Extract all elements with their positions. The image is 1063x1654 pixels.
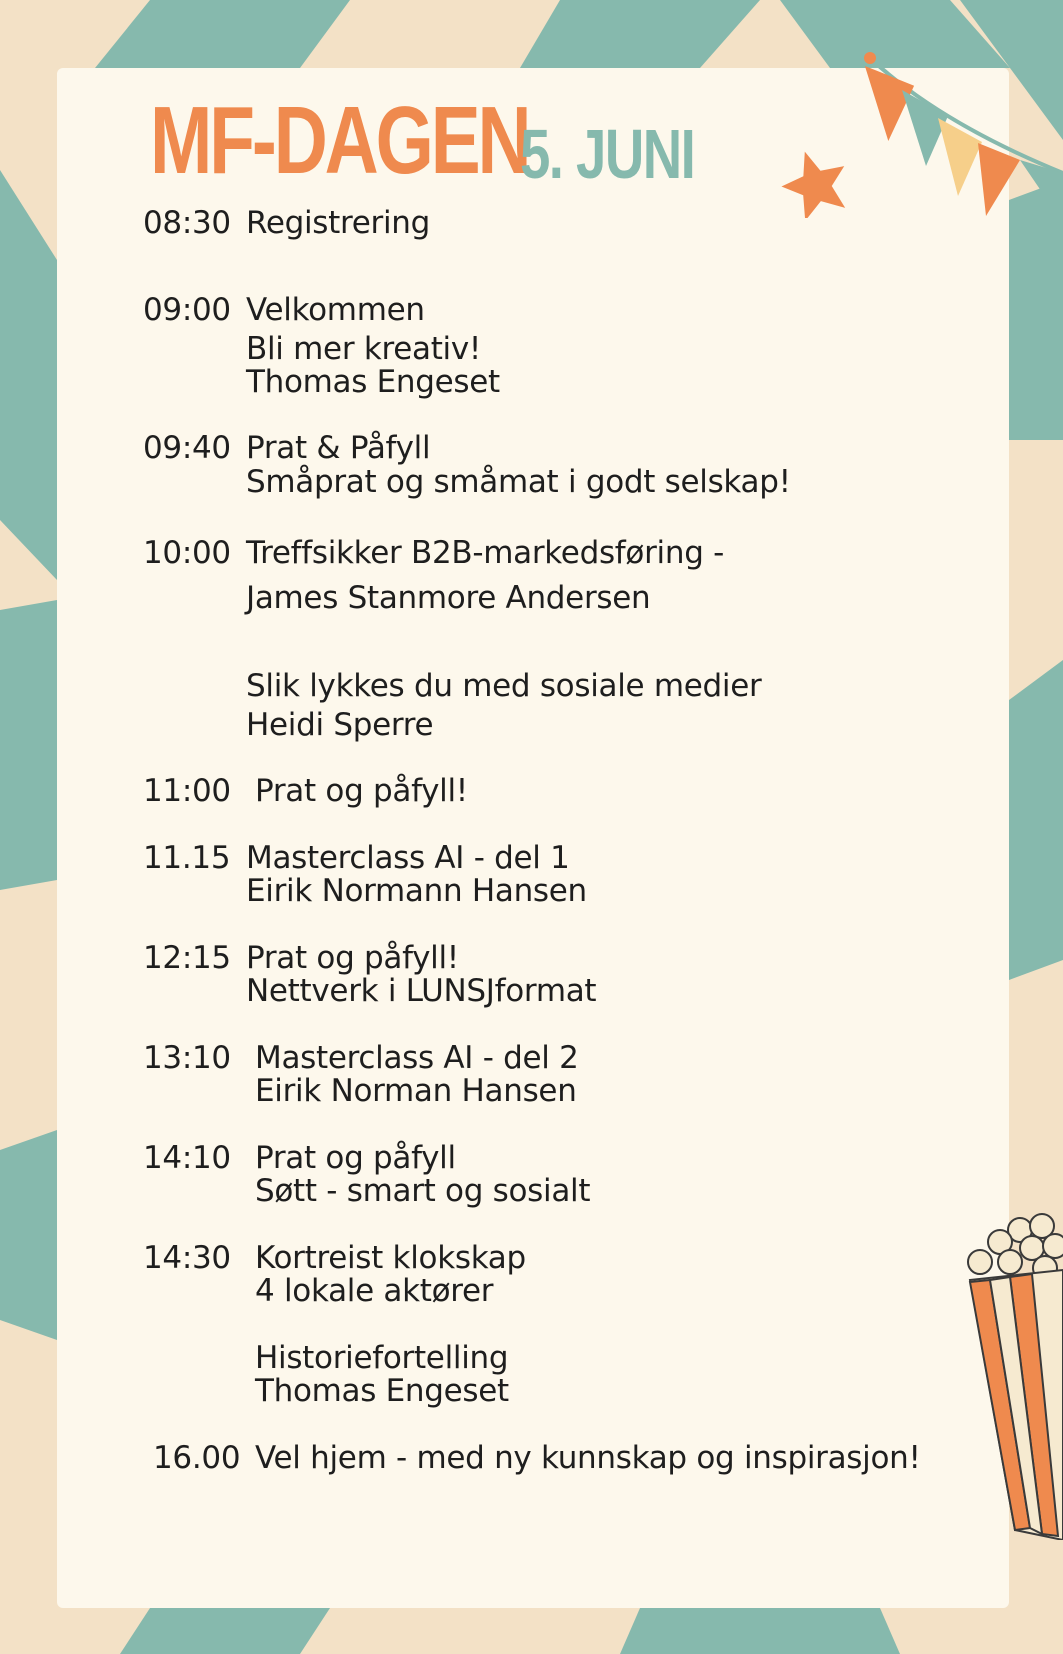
time-1215: 12:15	[143, 940, 231, 976]
item-b2b: Treffsikker B2B-markedsføring -	[246, 535, 725, 571]
speaker-thomas-engeset: Thomas Engeset	[246, 364, 500, 400]
item-velkommen: Velkommen	[246, 292, 425, 328]
speaker-thomas-2: Thomas Engeset	[255, 1373, 509, 1409]
event-date: 5. JUNI	[520, 115, 695, 193]
item-smaprat: Småprat og småmat i godt selskap!	[246, 464, 791, 500]
item-registrering: Registrering	[246, 205, 431, 241]
item-bli-mer-kreativ: Bli mer kreativ!	[246, 331, 482, 367]
time-1100: 11:00	[143, 773, 231, 809]
speaker-eirik-1: Eirik Normann Hansen	[246, 873, 587, 909]
speaker-james: James Stanmore Andersen	[246, 580, 651, 616]
item-prat-og-pafyll-2: Prat og påfyll!	[246, 940, 459, 976]
item-lokale-aktorer: 4 lokale aktører	[255, 1273, 494, 1309]
item-kortreist: Kortreist klokskap	[255, 1240, 526, 1276]
speaker-heidi: Heidi Sperre	[246, 707, 434, 743]
item-nettverk: Nettverk i LUNSJformat	[246, 973, 597, 1009]
item-masterclass-1: Masterclass AI - del 1	[246, 840, 570, 876]
speaker-eirik-2: Eirik Norman Hansen	[255, 1073, 577, 1109]
item-sott: Søtt - smart og sosialt	[255, 1173, 591, 1209]
time-1600: 16.00	[153, 1440, 241, 1476]
item-prat-og-pafyll-1: Prat og påfyll!	[255, 773, 468, 809]
time-1310: 13:10	[143, 1040, 231, 1076]
item-prat-pafyll: Prat & Påfyll	[246, 430, 431, 466]
time-1000: 10:00	[143, 535, 231, 571]
time-0940: 09:40	[143, 430, 231, 466]
time-1115: 11.15	[143, 840, 231, 876]
time-1410: 14:10	[143, 1140, 231, 1176]
item-historiefortelling: Historiefortelling	[255, 1340, 509, 1376]
item-prat-og-pafyll-3: Prat og påfyll	[255, 1140, 456, 1176]
event-title	[150, 86, 695, 196]
item-sosiale-medier: Slik lykkes du med sosiale medier	[246, 668, 762, 704]
popcorn-icon	[960, 1210, 1063, 1540]
time-0900: 09:00	[143, 292, 231, 328]
time-1430: 14:30	[143, 1240, 231, 1276]
title-text: MF-DAGEN	[150, 87, 529, 194]
item-masterclass-2: Masterclass AI - del 2	[255, 1040, 579, 1076]
item-vel-hjem: Vel hjem - med ny kunnskap og inspirasjon!	[255, 1440, 921, 1476]
star-icon	[780, 148, 850, 218]
time-0830: 08:30	[143, 205, 231, 241]
